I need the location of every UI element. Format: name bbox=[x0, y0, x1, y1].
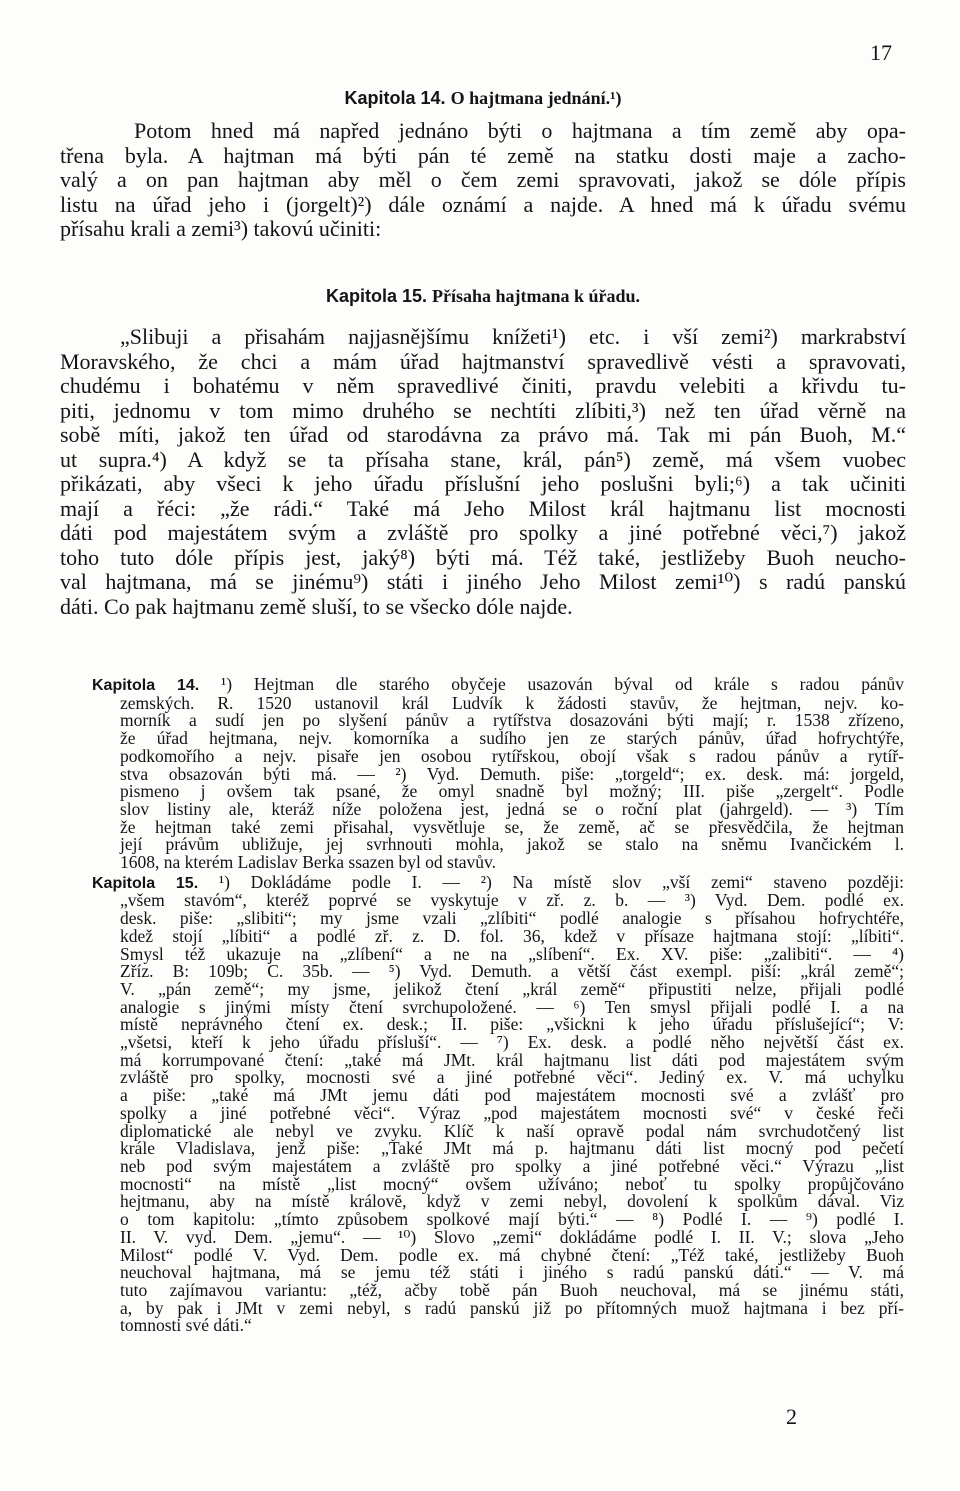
footnote-line: tomnosti své dáti.“ bbox=[120, 1315, 252, 1336]
footnote-line: neuchoval hajtmana, má se jemu též státi i jiného s radú panskú dáti.“ — V. má bbox=[120, 1262, 904, 1283]
footnote-line: podkomořího a nejv. pisaře jen osobou rytířskou, obojí však s radou pánův a rytíř- bbox=[120, 745, 904, 766]
footnote-line: její právům ubližuje, jej svrhnouti mohla, jakož se stalo na sněmu Ivančickém l. bbox=[120, 834, 904, 855]
footnote-line: o tom kapitolu: „tímto způsobem spolkové mají býti.“ — ⁸) Podlé I. — ⁹) podlé I. bbox=[120, 1209, 904, 1230]
footnote-line: neb pod svým majestátem a zvláště pro spolky a jiné potřebné věci.“ Výrazu „list bbox=[120, 1155, 904, 1176]
footnote-line: II. V. vyd. Dem. „jemu“. — ¹⁰) Slovo „zemi“ dokládáme podlé I. II. V.; slova „Jeho bbox=[120, 1226, 904, 1247]
footnotes-chapter-14 bbox=[92, 676, 904, 872]
footnote-line: spolky a jiné potřebné věci“. Výraz „pod majestátem mocnosti své“ v české řeči bbox=[120, 1102, 904, 1123]
body-line: dáti pod majestátem svým a zvláště pro spolky a jiné potřebné věci,⁷) jakož bbox=[60, 520, 906, 545]
body-line: mají a řéci: „že rádi.“ Také má Jeho Milost král hajtmanu list mocnosti bbox=[60, 495, 906, 521]
footnote-line: Smysl též ukazuje na „zlíbení“ a ne na „slíbení“. Ex. XV. piše: „zalibiti“. — ⁴) bbox=[120, 943, 904, 964]
footnote-line: pismeno j ovšem tak psané, že omyl snadně byl možný; III. piše „zergelt“. Podle bbox=[120, 781, 904, 802]
footnotes-chapter-15 bbox=[92, 871, 905, 1336]
body-line: chudému i bohatému v něm spravedlivé činiti, pravdu velebiti a křivdu tu- bbox=[60, 373, 906, 398]
footnote-line: stva obsazován býti má. — ²) Vyd. Demuth. piše: „torgeld“; ex. desk. má: jorgeld, bbox=[120, 763, 904, 784]
chapter-14-title: O hajtmana jednání.¹) bbox=[450, 88, 622, 108]
body-line: piti, jednomu v tom mimo druhého se nechtíti zlíbiti,³) než ten úřad věrně na bbox=[60, 397, 906, 423]
body-line: přísahu krali a zemi³) takovú učiniti: bbox=[60, 216, 382, 241]
chapter-14-text bbox=[60, 119, 906, 242]
footnote-line: „všetsi, kteří k jeho úřadu přísluší“. — ⁷) Ex. desk. a podlé něho největší část ex. bbox=[120, 1032, 904, 1053]
footnote-line: slov listiny ale, kteráž níže položena jest, jedná se o roční plat (jahrgeld). — ³) Tím bbox=[120, 798, 904, 819]
footnote-text: ¹) Hejtman dle starého obyčeje usazován býval od krále s radou pánův bbox=[220, 674, 904, 694]
footnote-line: kdež stojí „líbiti“ a podlé zř. z. D. fol. 36, kdež v přísaze hajtmana stojí: „líbiti“. bbox=[120, 925, 904, 946]
chapter-15 bbox=[60, 286, 906, 619]
footnote-line: zvláště pro spolky, mocnosti své a jiné potřebné věci“. Jediný ex. V. má uchylku bbox=[120, 1067, 904, 1088]
footnote-line: hejtmanu, aby na místě královĕ, když v zemi nebyl, dovolení k spolkům dával. Viz bbox=[120, 1191, 904, 1212]
footnote-line: má korrumpované čtení: „také má JMt. král hajtmanu list dáti pod majestátem svým bbox=[120, 1049, 904, 1070]
footnote-line: V. „pán země“; my jsme, jelikož čtení „král země“ připustiti nelze, přijali podlé bbox=[120, 978, 904, 999]
footnotes bbox=[92, 676, 904, 1335]
body-line: Moravského, že chci a mám úřad hajtmanství spravedlivě vésti a spravovati, bbox=[60, 348, 906, 374]
body-line: ut supra.⁴) A když se ta přísaha stane, král, pán⁵) země, má všem vuobec bbox=[60, 446, 906, 472]
body-line: Potom hned má napřed jednáno býti o hajtmana a tím země aby opa- bbox=[134, 118, 906, 143]
body-line: třena byla. A hajtman má býti pán té země na statku dosti maje a zacho- bbox=[60, 142, 906, 168]
footnote-line bbox=[92, 676, 904, 695]
chapter-14 bbox=[60, 88, 906, 242]
footnote-line: desk. piše: „slibiti“; my jsme vzali „zlíbiti“ podlé analogie s přísahou hofrychtéře, bbox=[120, 908, 904, 929]
footnote-line: tuto zajímavou variantu: „též, ačby tobě pán Buoh neuchoval, má se jinému státi, bbox=[120, 1279, 904, 1300]
footnote-line: mocnosti“ na místě „list mocný“ ovšem užíváno; neboť tu spolky propůjčováno bbox=[120, 1173, 904, 1194]
footnote-line: „všem stavóm“, kteréž poprvé se vyskytuje v zř. z. b. — ³) Vyd. Dem. podlé ex. bbox=[120, 890, 904, 911]
footnote-label: Kapitola 15. bbox=[92, 874, 199, 892]
signature-mark: 2 bbox=[786, 1404, 797, 1429]
chapter-15-label: Kapitola 15. bbox=[325, 286, 427, 306]
footnote-label: Kapitola 14. bbox=[92, 677, 200, 694]
footnote-line: a piše: „také má JMt jemu dáti pod majestátem mocnosti své a zvlášť pro bbox=[120, 1085, 904, 1106]
body-line: val hajtmana, má se jinému⁹) státi i jiného Jeho Milost zemi¹⁰) s radú panskú bbox=[60, 569, 906, 594]
footnote-line: že hejtman také zemi přisahal, vysvětluje se, že země, ač se přesvědčila, že hejtman bbox=[120, 816, 904, 837]
chapter-15-text bbox=[60, 325, 906, 619]
footnote-line: místě neprávného čtení ex. desk.; II. piše: „všickni k jeho úřadu příslušející“; V: bbox=[120, 1014, 904, 1035]
body-line: „Slibuji a přisahám najjasnějšímu knížeti¹) etc. i vší zemi²) markrabství bbox=[120, 324, 906, 349]
footnote-line: analogie s jinými místy čtení svrchupoložené. — ⁶) Ten smysl přijali podlé I. a na bbox=[120, 996, 904, 1017]
body-line: listu na úřad jeho i (jorgelt)²) dále oznámí a najde. A hned má k úřadu svému bbox=[60, 191, 906, 217]
footnote-text: ¹) Dokládáme podle I. — ²) Na místě slov „vší zemi“ staveno později: bbox=[218, 871, 905, 892]
chapter-14-label: Kapitola 14. bbox=[344, 88, 446, 108]
body-line: toho tuto dóle přípis jest, jaký⁸) býti má. Též také, jestližeby Buoh neucho- bbox=[60, 544, 906, 570]
chapter-15-title: Přísaha hajtmana k úřadu. bbox=[432, 286, 641, 306]
body-line: sobě míti, jakož ten úřad od starodávna za právo má. Tak mi pán Buoh, M.“ bbox=[60, 422, 906, 447]
body-line: přikázati, aby všeci k jeho úřadu příslušní jeho poslušni byli;⁶) a tak učiniti bbox=[60, 471, 906, 496]
body-line: valý a on pan hajtman aby měl o čem zemi spravovati, jakož se dóle přípis bbox=[60, 167, 906, 192]
footnote-line: 1608, na kterém Ladislav Berka ssazen byl od stavův. bbox=[120, 852, 496, 873]
footnote-line: že úřad hejtmana, nejv. komorníka a sudího jen ze starých pánův, úřad hofrychtýře, bbox=[120, 728, 904, 749]
footnote-line: Milost“ podlé V. Vyd. Dem. podle ex. má chybné čtení: „Též také, jestližeby Buoh bbox=[120, 1244, 904, 1265]
page-number: 17 bbox=[870, 40, 892, 65]
chapter-15-heading bbox=[60, 286, 906, 307]
chapter-14-heading bbox=[60, 88, 906, 109]
footnote-line: diplomatické ale nebyl ve zvyku. Klíč k naší opravě podal nám svrchudotčený list bbox=[120, 1120, 904, 1141]
footnote-line: a, by pak i JMt v zemi nebyl, s radú panskú již po přítomných muož hajtmana i bez pří- bbox=[120, 1297, 904, 1318]
footnote-line: Zříz. B: 109b; C. 35b. — ⁵) Vyd. Demuth. a větší část exempl. piší: „král země“; bbox=[120, 961, 904, 982]
footnote-line: zemských. R. 1520 ustanovil král Ludvík k žádosti stavův, že hejtman, nejv. ko- bbox=[120, 692, 904, 713]
footnote-line: krále Vladislava, jenž piše: „Také JMt má p. hajtmanu dáti list mocný pod pečetí bbox=[120, 1138, 904, 1159]
body-line: dáti. Co pak hajtmanu země sluší, to se všecko dóle najde. bbox=[60, 593, 573, 619]
footnote-line: morník a sudí jen po slyšení pánův a rytířstva dosazováni býti mají; r. 1538 zřízeno, bbox=[120, 710, 904, 731]
